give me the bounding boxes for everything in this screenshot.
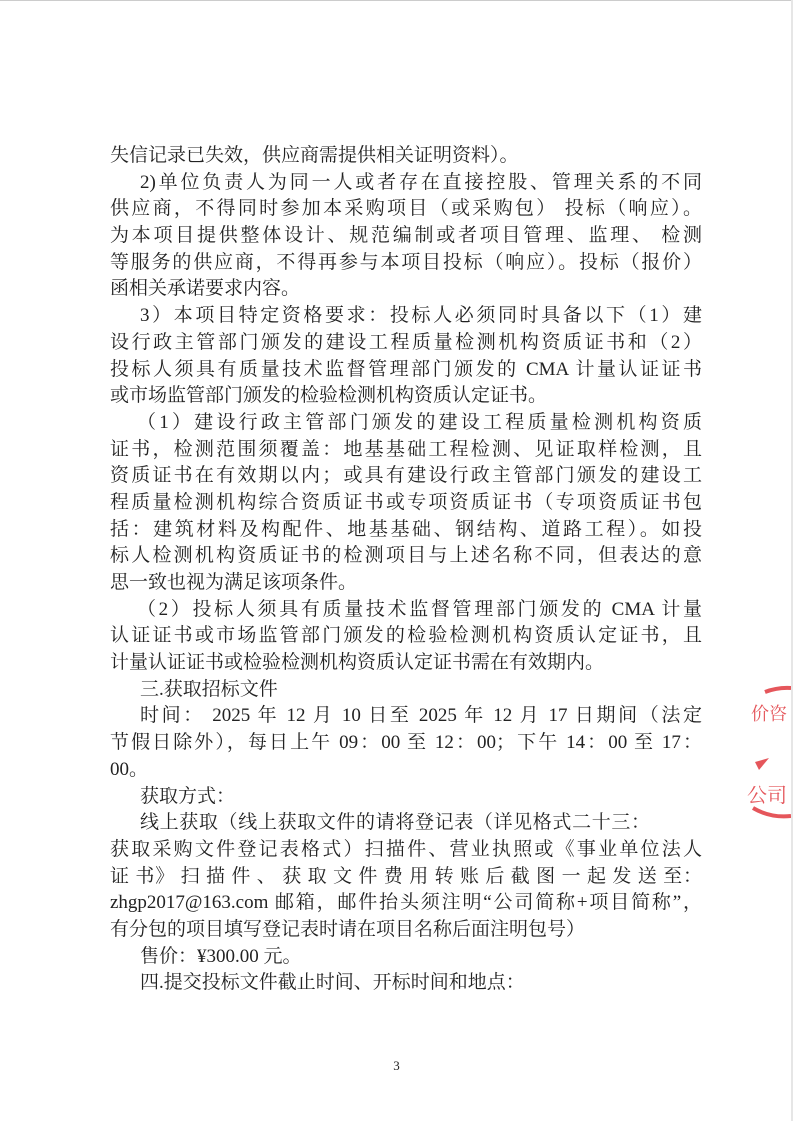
text-line: 线上获取（线上获取文件的请将登记表（详见格式二十三：: [140, 812, 650, 834]
text-line: 获取采购文件登记表格式）扫描件、营业执照或《事业单位法人: [110, 838, 702, 860]
text-line: 有分包的项目填写登记表时请在项目名称后面注明包号）: [110, 918, 586, 940]
page-number: 3: [393, 1058, 400, 1073]
text-line: 为本项目提供整体设计、规范编制或者项目管理、监理、 检测: [110, 225, 702, 247]
text-line: 投标人须具有质量技术监督管理部门颁发的 CMA 计量认证证书: [110, 358, 702, 380]
text-line: zhgp2017@163.com 邮箱，邮件抬头须注明“公司简称+项目简称”，: [110, 892, 702, 914]
text-line: 售价：¥300.00 元。: [140, 945, 302, 967]
text-line: 00。: [110, 758, 149, 780]
text-line: （1）建设行政主管部门颁发的建设工程质量检测机构资质: [137, 411, 702, 433]
text-line: 3）本项目特定资格要求：投标人必须同时具备以下（1）建: [140, 305, 702, 327]
text-line: 函相关承诺要求内容。: [110, 278, 301, 300]
text-line: 程质量检测机构综合资质证书或专项资质证书（专项资质证书包: [110, 491, 702, 513]
text-line: 失信记录已失效，供应商需提供相关证明资料）。: [110, 145, 519, 166]
section-heading: 四.提交投标文件截止时间、开标时间和地点：: [140, 972, 525, 994]
document-body: [110, 143, 702, 997]
text-line: 或市场监管部门颁发的检验检测机构资质认定证书。: [110, 385, 548, 407]
text-line: 节假日除外），每日上午 09：00 至 12：00；下午 14：00 至 17：: [110, 732, 702, 754]
text-line: 证 书》 扫 描 件 、 获 取 文 件 费 用 转 账 后 截 图 一 起 发 送 至：: [110, 865, 702, 887]
text-line: 等服务的供应商，不得再参与本项目投标（响应）。投标（报价）: [110, 251, 702, 273]
text-line: 获取方式：: [140, 785, 236, 807]
text-line: 2)单位负责人为同一人或者存在直接控股、管理关系的不同: [140, 171, 702, 193]
section-heading: 三.获取招标文件: [140, 678, 278, 700]
text-line: 资质证书在有效期以内；或具有建设行政主管部门颁发的建设工: [110, 465, 702, 487]
svg-text:公司: 公司: [747, 785, 787, 807]
text-line: 思一致也视为满足该项条件。: [110, 572, 358, 593]
text-line: 设行政主管部门颁发的建设工程质量检测机构资质证书和（2）: [110, 331, 702, 353]
text-line: （2）投标人须具有质量技术监督管理部门颁发的 CMA 计量: [137, 598, 702, 620]
text-line: 认证证书或市场监管部门颁发的检验检测机构资质认定证书，且: [110, 625, 702, 647]
text-line: 证书，检测范围须覆盖：地基基础工程检测、见证取样检测，且: [110, 438, 702, 460]
text-line: 时间： 2025 年 12 月 10 日至 2025 年 12 月 17 日期间（法定: [140, 705, 702, 727]
company-seal-stamp: [745, 680, 791, 830]
text-line: 标人检测机构资质证书的检测项目与上述名称不同，但表达的意: [110, 545, 702, 567]
scan-top-edge: [0, 0, 793, 1]
text-line: 供应商，不得同时参加本采购项目（或采购包） 投标（响应）。: [110, 198, 702, 220]
text-line: 括：建筑材料及构配件、地基基础、钢结构、道路工程）。如投: [110, 518, 702, 540]
svg-text:价咨: 价咨: [751, 704, 787, 724]
text-line: 计量认证证书或检验检测机构资质认定证书需在有效期内。: [110, 652, 605, 674]
